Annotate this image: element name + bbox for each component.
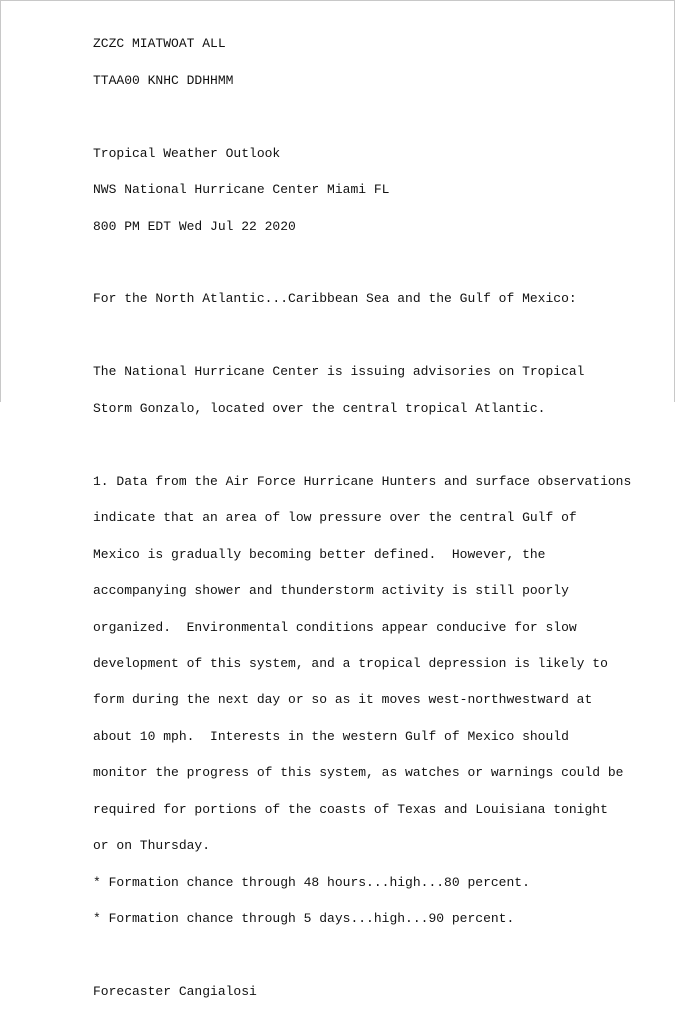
- blank-line: [93, 111, 631, 123]
- discussion-line: Mexico is gradually becoming better defined. However, the: [93, 546, 546, 562]
- product-title: Tropical Weather Outlook: [93, 145, 281, 161]
- discussion-line: form during the next day or so as it moves west-northwestward at: [93, 692, 593, 708]
- blank-line: [93, 950, 631, 962]
- discussion-line: about 10 mph. Interests in the western Gulf of Mexico should: [93, 728, 569, 744]
- blank-line: [93, 439, 631, 451]
- discussion-line: development of this system, and a tropical depression is likely to: [93, 656, 608, 672]
- blank-line: [93, 257, 631, 269]
- advisory-line-2: Storm Gonzalo, located over the central tropical Atlantic.: [93, 400, 546, 416]
- blank-line: [93, 330, 631, 342]
- discussion-line: monitor the progress of this system, as watches or warnings could be: [93, 765, 624, 781]
- tropical-weather-outlook-text: [93, 14, 631, 1023]
- header-line-1: ZCZC MIATWOAT ALL: [93, 36, 226, 52]
- discussion-line: accompanying shower and thunderstorm activity is still poorly: [93, 583, 569, 599]
- advisory-line-1: The National Hurricane Center is issuing advisories on Tropical: [93, 364, 585, 380]
- outlook-scope: For the North Atlantic...Caribbean Sea and the Gulf of Mexico:: [93, 291, 577, 307]
- formation-chance-48h: * Formation chance through 48 hours...high...80 percent.: [93, 874, 530, 890]
- discussion-line: or on Thursday.: [93, 838, 211, 854]
- issue-time: 800 PM EDT Wed Jul 22 2020: [93, 218, 296, 234]
- formation-chance-5d: * Formation chance through 5 days...high...90 percent.: [93, 911, 515, 927]
- header-line-2: TTAA00 KNHC DDHHMM: [93, 72, 234, 88]
- forecaster-signature: Forecaster Cangialosi: [93, 984, 257, 1000]
- discussion-line: 1. Data from the Air Force Hurricane Hunters and surface observations: [93, 473, 632, 489]
- discussion-line: required for portions of the coasts of Texas and Louisiana tonight: [93, 801, 608, 817]
- discussion-line: organized. Environmental conditions appear conducive for slow: [93, 619, 577, 635]
- discussion-line: indicate that an area of low pressure over the central Gulf of: [93, 510, 577, 526]
- issuing-office: NWS National Hurricane Center Miami FL: [93, 182, 390, 198]
